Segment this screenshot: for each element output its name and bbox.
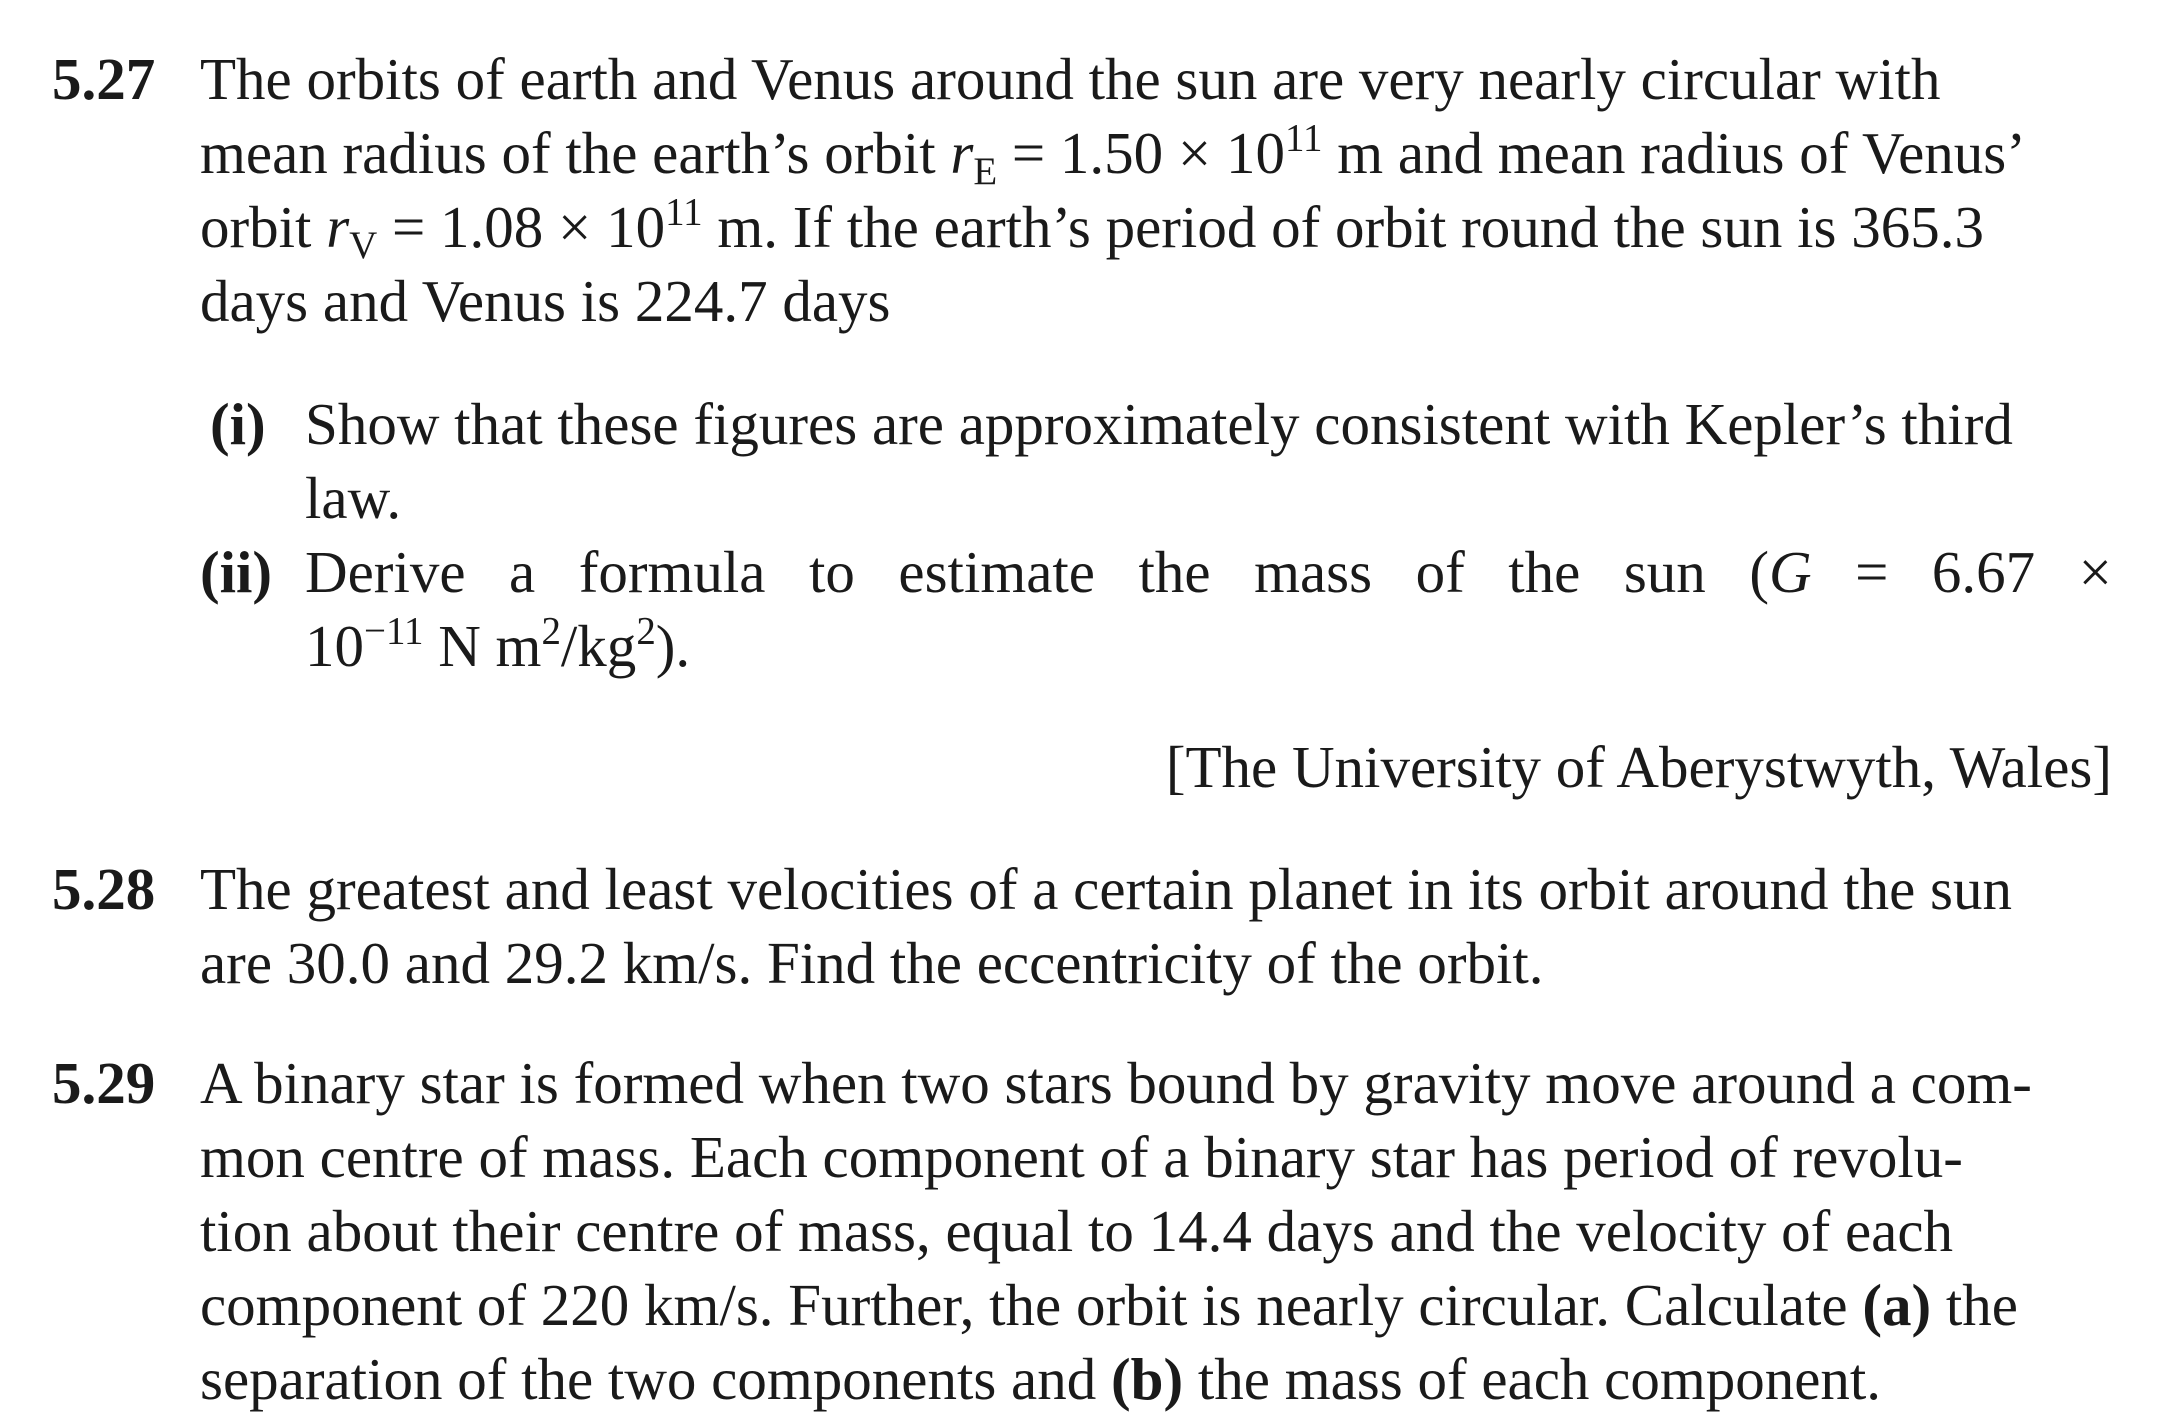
word: to: [809, 539, 855, 605]
word: estimate: [898, 539, 1095, 605]
problem-number: 5.28: [52, 856, 156, 922]
subpart-label: (i): [210, 391, 266, 457]
source-citation: [The University of Aberystwyth, Wales]: [1165, 734, 2112, 800]
problem-line: component of 220 km/s. Further, the orbit is nearly circular. Calculate (a) the: [200, 1272, 2018, 1338]
problem-line: mean radius of the earth’s orbit $r_E = 1.50 \times 10^{11}$ m and mean radius of Venus’: [200, 116, 2026, 193]
subpart-line: law.: [305, 465, 402, 531]
word: (G: [1749, 539, 1812, 605]
problem-5-27-subparts: [52, 387, 2112, 683]
problem-5-27: [52, 42, 2112, 338]
word: sun: [1623, 539, 1706, 605]
word: =: [1855, 539, 1889, 605]
problem-line: separation of the two components and (b) the mass of each component.: [200, 1346, 1882, 1412]
word: of: [1415, 539, 1465, 605]
problem-line: days and Venus is 224.7 days: [200, 268, 891, 334]
problem-line: mon centre of mass. Each component of a binary star has period of revolu-: [200, 1124, 1963, 1190]
subpart-i: [200, 387, 2112, 535]
subpart-line: [305, 535, 2112, 609]
problem-number: 5.29: [52, 1050, 156, 1116]
word: the: [1138, 539, 1211, 605]
word: Derive: [305, 539, 466, 605]
word: formula: [578, 539, 766, 605]
word: 6.67: [1931, 539, 2036, 605]
problem-5-29: [52, 1046, 2112, 1416]
word: mass: [1254, 539, 1373, 605]
subpart-label: (ii): [200, 539, 273, 605]
problem-number: 5.27: [52, 46, 156, 112]
problem-line: tion about their centre of mass, equal to 14.4 days and the velocity of each: [200, 1198, 1954, 1264]
problem-5-28: [52, 852, 2112, 1000]
subpart-line: $10^{-11}$ N $m^2/kg^2$).: [305, 609, 691, 679]
word: the: [1508, 539, 1581, 605]
problem-line: are 30.0 and 29.2 km/s. Find the eccentricity of the orbit.: [200, 930, 1544, 996]
subpart-ii: [200, 535, 2112, 683]
problem-line: The greatest and least velocities of a certain planet in its orbit around the sun: [200, 856, 2013, 922]
problem-line: orbit $r_V = 1.08 \times 10^{11}$ m. If the earth’s period of orbit round the sun is 365.3: [200, 190, 1984, 267]
problem-line: A binary star is formed when two stars bound by gravity move around a com-: [200, 1050, 2032, 1116]
problem-line: The orbits of earth and Venus around the sun are very nearly circular with: [200, 46, 1941, 112]
subpart-line: Show that these figures are approximately consistent with Kepler’s third: [305, 391, 2013, 457]
word: a: [509, 539, 536, 605]
word: ×: [2078, 539, 2112, 605]
